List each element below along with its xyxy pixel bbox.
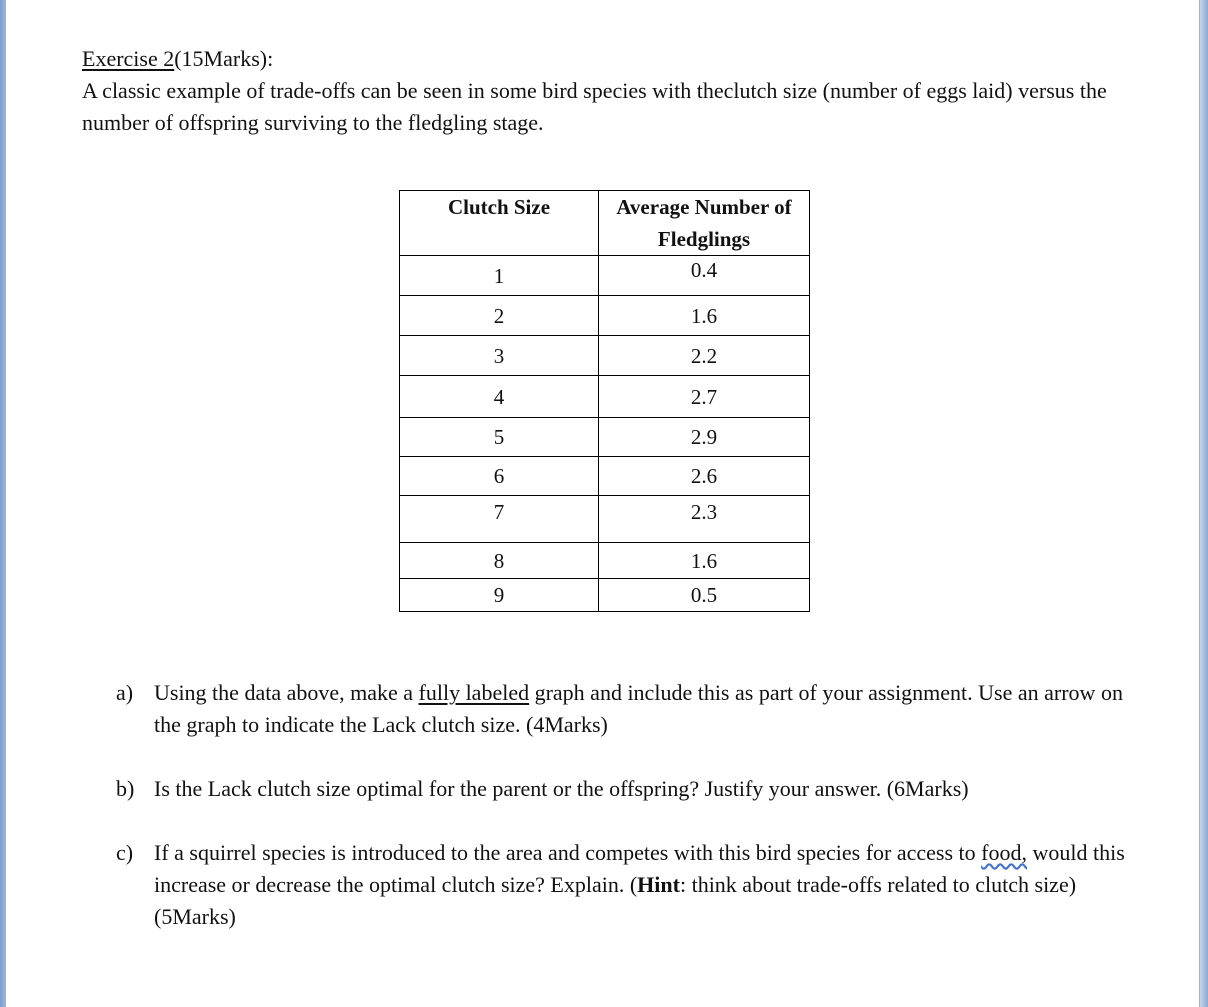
table-row [400,579,810,612]
table-row [400,256,810,296]
table-cell-clutch: 9 [400,579,599,612]
question-label: c) [116,840,134,865]
question-a [116,677,1146,741]
table-cell-clutch: 4 [400,376,599,418]
table-cell-fledglings: 2.9 [599,418,810,457]
table-row [400,296,810,336]
spellcheck-flag: food, [981,840,1027,865]
table-cell-fledglings: 0.5 [599,579,810,612]
table-cell-fledglings: 2.6 [599,457,810,496]
exercise-title [82,44,273,74]
table-cell-fledglings: 1.6 [599,543,810,579]
questions-list [116,677,1146,965]
table-cell-clutch: 8 [400,543,599,579]
question-label: b) [116,776,135,801]
exercise-title-text: Exercise 2 [82,46,175,71]
table-cell-clutch: 2 [400,296,599,336]
table-row [400,376,810,418]
table-cell-fledglings: 2.3 [599,496,810,543]
question-label: a) [116,680,134,705]
table-cell-clutch: 7 [400,496,599,543]
exercise-marks: (15Marks): [174,46,274,71]
question-text [154,837,1146,933]
table-cell-fledglings: 2.2 [599,336,810,376]
question-a-text-start: Using the data above, make a [154,680,419,705]
table-row [400,457,810,496]
document-page [6,0,1199,1007]
question-b [116,773,1146,805]
table-row [400,496,810,543]
hint-label: Hint [637,872,680,897]
question-c [116,837,1146,933]
question-a-text-end: graph and include this as part of your assignment. Use an arrow on the graph to indicate the Lack clutch size. (4Marks) [154,680,1123,737]
table-cell-fledglings: 2.7 [599,376,810,418]
table-row [400,336,810,376]
exercise-intro: A classic example of trade-offs can be seen in some bird species with theclutch size (number of eggs laid) versus the number of offspring surviving to the fledgling stage. [82,78,1107,135]
table-cell-fledglings: 0.4 [599,256,810,296]
header-average-fledglings: Average Number of Fledglings [599,191,810,256]
table-header-row [400,191,810,256]
table-cell-clutch: 6 [400,457,599,496]
header-clutch-size: Clutch Size [400,191,599,256]
question-c-text-mid: would this increase or decrease the optimal clutch size? Explain. ( [154,840,1125,897]
question-text: Is the Lack clutch size optimal for the parent or the offspring? Justify your answer. (6Marks) [154,776,969,801]
table-cell-fledglings: 1.6 [599,296,810,336]
clutch-size-table [399,190,810,612]
question-text [154,677,1146,741]
table-row [400,418,810,457]
question-c-text-end: : think about trade-offs related to clutch size) (5Marks) [154,872,1077,929]
window-frame-right [1199,0,1208,1007]
table-cell-clutch: 3 [400,336,599,376]
table-row [400,543,810,579]
question-a-underlined: fully labeled [418,680,530,705]
table-cell-clutch: 5 [400,418,599,457]
question-c-text-start: If a squirrel species is introduced to the area and competes with this bird species for access to [154,840,982,865]
table-cell-clutch: 1 [400,256,599,296]
